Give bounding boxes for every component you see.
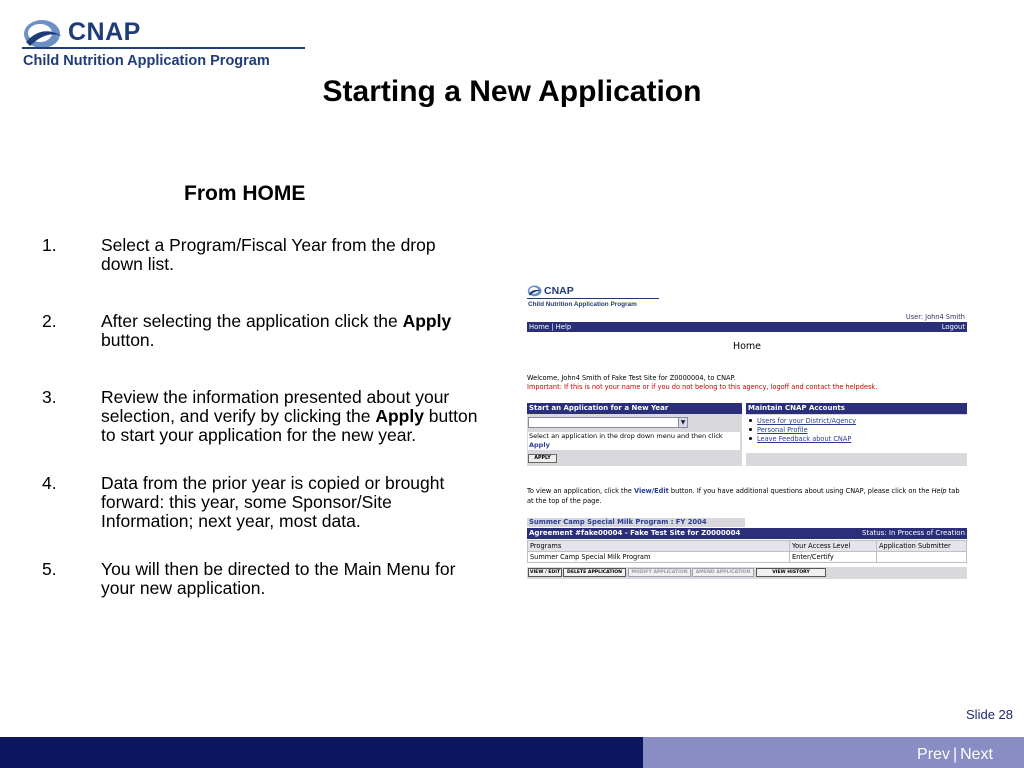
start-panel-instruction — [528, 432, 740, 450]
status-label: Status: In Process of Creation — [862, 529, 965, 537]
shot-logo-rule — [527, 298, 659, 299]
shot-page-heading: Home — [732, 341, 762, 352]
feedback-link[interactable] — [749, 435, 967, 444]
view-text-bold: View/Edit — [633, 487, 669, 495]
cnap-logo-mark-icon — [22, 16, 64, 50]
shot-important-text: Important: If this is not your name or if you do not belong to this agency, logoff and contact the helpdesk. — [527, 383, 878, 391]
logo-title: CNAP — [68, 18, 141, 46]
shot-welcome-block — [527, 374, 877, 392]
column-header: Your Access Level — [790, 541, 877, 552]
step-item — [42, 236, 482, 274]
logo-subtitle: Child Nutrition Application Program — [23, 53, 270, 69]
footer-nav — [917, 746, 993, 764]
step-number: 2. — [42, 311, 57, 331]
step-item — [42, 388, 482, 445]
delete-application-button[interactable]: DELETE APPLICATION — [563, 568, 626, 577]
accounts-panel-header: Maintain CNAP Accounts — [746, 403, 967, 414]
step-bold: Apply — [402, 311, 452, 331]
profile-link-label[interactable]: Personal Profile — [757, 426, 808, 434]
step-text-end: button to start your application for the new year. — [101, 406, 478, 445]
next-link[interactable]: Next — [960, 746, 993, 763]
step-text-end: button. — [101, 330, 155, 350]
step-bold: Apply — [375, 406, 424, 426]
slide-subheading: From HOME — [184, 182, 306, 205]
slide-number: Slide 28 — [966, 707, 1013, 722]
step-text: Data from the prior year is copied or brought forward: this year, some Sponsor/Site Information; next year, most data. — [101, 473, 445, 531]
shot-logo-mark-icon — [527, 284, 543, 297]
step-number: 3. — [42, 387, 57, 407]
step-text: Review the information presented about your selection, and verify by clicking the — [101, 387, 450, 426]
view-text-mid: button. If you have additional questions about using CNAP, please click on the — [668, 487, 932, 495]
shot-nav-links[interactable]: Home | Help — [529, 323, 572, 331]
bullet-icon — [749, 437, 752, 440]
shot-nav-bar — [527, 322, 967, 332]
footer-bar-dark — [0, 737, 643, 768]
agreement-label: Agreement #fake00004 - Fake Test Site for Z0000004 — [529, 529, 741, 537]
application-button-bar — [527, 567, 967, 579]
step-text: You will then be directed to the Main Menu for your new application. — [101, 559, 456, 598]
table-row — [528, 552, 967, 563]
shot-logo-title: CNAP — [544, 285, 574, 297]
slide-title: Starting a New Application — [322, 75, 702, 108]
table-cell: Enter/Certify — [790, 552, 877, 563]
view-instructions — [527, 486, 967, 506]
shot-welcome-text: Welcome, John4 Smith of Fake Test Site for Z0000004, to CNAP. — [527, 374, 736, 382]
apply-button[interactable]: APPLY — [528, 454, 557, 463]
view-history-button[interactable]: VIEW HISTORY — [756, 568, 826, 577]
column-header: Application Submitter — [877, 541, 967, 552]
bullet-icon — [749, 428, 752, 431]
program-label: Summer Camp Special Milk Program : FY 2004 — [527, 518, 745, 527]
start-panel-header: Start an Application for a New Year — [527, 403, 742, 414]
table-cell — [877, 552, 967, 563]
view-text-end: tab at the top of the page. — [527, 487, 960, 505]
nav-separator: | — [952, 746, 958, 763]
start-application-panel — [527, 403, 742, 466]
profile-link[interactable] — [749, 426, 967, 435]
column-header: Programs — [528, 541, 790, 552]
instruction-bold: Apply — [529, 441, 550, 449]
steps-list — [42, 236, 482, 598]
bullet-icon — [749, 419, 752, 422]
logo-rule — [22, 47, 305, 49]
cnap-home-screenshot — [527, 283, 967, 583]
step-number: 5. — [42, 559, 57, 579]
maintain-accounts-panel — [746, 403, 967, 466]
step-item — [42, 560, 482, 598]
modify-application-button: MODIFY APPLICATION — [628, 568, 691, 577]
step-item — [42, 474, 482, 531]
table-cell: Summer Camp Special Milk Program — [528, 552, 790, 563]
instruction-text: Select an application in the drop down menu and then click — [529, 432, 723, 440]
agreement-bar — [527, 528, 967, 539]
application-table — [527, 540, 967, 563]
step-text: After selecting the application click the — [101, 311, 403, 331]
step-item — [42, 312, 482, 350]
view-text-italic: Help — [931, 487, 947, 495]
table-header-row — [528, 541, 967, 552]
accounts-links — [746, 415, 967, 453]
shot-logo — [527, 283, 662, 311]
view-edit-button[interactable]: VIEW / EDIT — [529, 570, 561, 575]
users-link-label[interactable]: Users for your District/Agency — [757, 417, 857, 425]
shot-logo-subtitle: Child Nutrition Application Program — [528, 301, 637, 308]
chevron-down-icon[interactable]: ▼ — [678, 418, 687, 427]
step-number: 4. — [42, 473, 57, 493]
step-number: 1. — [42, 235, 57, 255]
prev-link[interactable]: Prev — [917, 746, 950, 763]
shot-logout-link[interactable]: Logout — [941, 323, 965, 331]
amend-application-button: AMEND APPLICATION — [692, 568, 754, 577]
view-text: To view an application, click the — [527, 487, 634, 495]
users-link[interactable] — [749, 417, 967, 426]
program-year-select[interactable] — [528, 417, 688, 428]
cnap-logo — [22, 14, 307, 72]
step-text: Select a Program/Fiscal Year from the drop down list. — [101, 235, 436, 274]
shot-user-label: User: John4 Smith — [905, 313, 965, 321]
feedback-link-label[interactable]: Leave Feedback about CNAP — [757, 435, 852, 443]
